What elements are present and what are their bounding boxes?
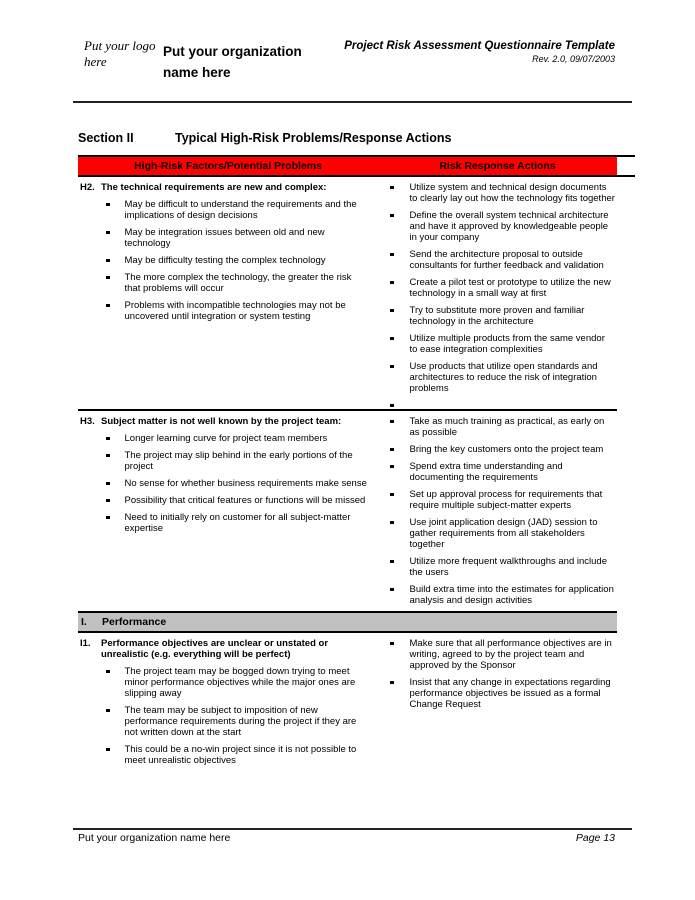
- footer-organization-name: Put your organization name here: [78, 832, 231, 844]
- bullet-item: [390, 416, 615, 438]
- column-header-problems: High-Risk Factors/Potential Problems: [134, 160, 322, 172]
- bullet-item: [390, 556, 615, 578]
- row-title: The technical requirements are new and complex:: [101, 182, 327, 193]
- bullet-text: Utilize multiple products from the same vendor to ease integration complexities: [409, 333, 605, 355]
- action-bullet-list: [390, 638, 615, 710]
- bullet-text: Build extra time into the estimates for application analysis and design activities: [409, 584, 614, 606]
- bullet-item: [390, 210, 615, 243]
- bullet-text: The more complex the technology, the greater the risk that problems will occur: [124, 272, 352, 294]
- problem-bullet-list: [80, 666, 368, 766]
- document-revision: Rev. 2.0, 09/07/2003: [532, 54, 615, 64]
- table-column-header-row: [78, 155, 617, 177]
- row-id: H2.: [80, 182, 95, 193]
- row-heading: [80, 182, 368, 193]
- row-heading: [80, 638, 368, 660]
- bullet-item: [80, 227, 368, 249]
- bullet-text: Create a pilot test or prototype to utilize the new technology in a small way at first: [409, 277, 611, 299]
- bullet-item: [390, 461, 615, 483]
- bullet-text: Utilize system and technical design documents to clearly lay out how the technology fits together: [409, 182, 615, 204]
- problem-cell: [78, 633, 378, 815]
- row-title: Performance objectives are unclear or unstated or unrealistic (e.g. everything will be perfect): [101, 638, 329, 660]
- bullet-square-icon: [390, 681, 394, 685]
- bullet-square-icon: [390, 448, 394, 452]
- bullet-square-icon: [106, 437, 110, 441]
- bullet-item: [390, 182, 615, 204]
- document-header: [300, 40, 615, 65]
- bullet-text: Send the architecture proposal to outside consultants for further feedback and validation: [409, 249, 604, 271]
- category-label: Performance: [102, 616, 167, 628]
- bullet-item: [80, 300, 368, 322]
- table-row: [78, 633, 617, 815]
- bullet-square-icon: [106, 748, 110, 752]
- bullet-square-icon: [106, 276, 110, 280]
- bullet-item: [390, 489, 615, 511]
- bullet-square-icon: [390, 214, 394, 218]
- bullet-item: [390, 361, 615, 394]
- action-bullet-list: [390, 182, 615, 407]
- bullet-text: This could be a no-win project since it is not possible to meet unrealistic objectives: [124, 744, 357, 766]
- problem-cell: [78, 411, 378, 611]
- bullet-text: May be integration issues between old and new technology: [124, 227, 325, 249]
- bullet-square-icon: [390, 337, 394, 341]
- bullet-text: Possibility that critical features or functions will be missed: [124, 495, 366, 506]
- document-title: Project Risk Assessment Questionnaire Template: [344, 40, 615, 52]
- bullet-item: [390, 677, 615, 710]
- table-row: [78, 177, 617, 409]
- bullet-square-icon: [106, 231, 110, 235]
- bullet-square-icon: [106, 709, 110, 713]
- bullet-item: [390, 400, 615, 407]
- bullet-item: [80, 272, 368, 294]
- bullet-item: [80, 199, 368, 221]
- bullet-text: No sense for whether business requirements make sense: [124, 478, 367, 489]
- bullet-square-icon: [390, 493, 394, 497]
- bullet-text: Need to initially rely on customer for all subject-matter expertise: [124, 512, 351, 534]
- bullet-text: Problems with incompatible technologies may not be uncovered until integration or system testing: [124, 300, 346, 322]
- bullet-item: [80, 478, 368, 489]
- bullet-text: Take as much training as practical, as early on as possible: [409, 416, 605, 438]
- bullet-square-icon: [390, 521, 394, 525]
- bullet-item: [80, 705, 368, 738]
- problem-cell: [78, 177, 378, 409]
- bullet-item: [390, 333, 615, 355]
- bullet-text: Utilize more frequent walkthroughs and include the users: [409, 556, 607, 578]
- actions-cell: [378, 411, 617, 611]
- table-row: [78, 409, 617, 611]
- bullet-item: [390, 638, 615, 671]
- bullet-text: Try to substitute more proven and familiar technology in the architecture: [409, 305, 585, 327]
- bullet-text: Longer learning curve for project team members: [124, 433, 328, 444]
- bullet-square-icon: [106, 482, 110, 486]
- bullet-item: [390, 305, 615, 327]
- bullet-item: [80, 512, 368, 534]
- bullet-square-icon: [390, 281, 394, 285]
- row-title: Subject matter is not well known by the project team:: [101, 416, 342, 427]
- bullet-text: The team may be subject to imposition of new performance requirements during the project if they are not written down at the start: [124, 705, 357, 738]
- bullet-square-icon: [390, 404, 394, 408]
- bullet-square-icon: [106, 454, 110, 458]
- bullet-item: [80, 666, 368, 699]
- section-label: Section II: [78, 131, 134, 145]
- bullet-square-icon: [390, 560, 394, 564]
- bullet-square-icon: [106, 304, 110, 308]
- row-heading: [80, 416, 368, 427]
- logo-placeholder: Put your logo here: [84, 38, 156, 69]
- bullet-item: [80, 433, 368, 444]
- bullet-text: The project may slip behind in the early portions of the project: [124, 450, 353, 472]
- bullet-text: Spend extra time understanding and documenting the requirements: [409, 461, 563, 483]
- organization-name: Put your organization name here: [163, 44, 302, 80]
- bullet-square-icon: [390, 365, 394, 369]
- problem-bullet-list: [80, 199, 368, 322]
- bullet-item: [390, 444, 615, 455]
- category-id: I.: [81, 616, 87, 628]
- footer-divider: [73, 828, 632, 830]
- bullet-text: Define the overall system technical architecture and have it approved by knowledgeable people in your company: [409, 210, 609, 243]
- bullet-square-icon: [390, 309, 394, 313]
- bullet-item: [80, 495, 368, 506]
- category-bar-performance: [78, 611, 617, 633]
- bullet-item: [390, 517, 615, 550]
- bullet-square-icon: [390, 420, 394, 424]
- bullet-text: May be difficulty testing the complex technology: [124, 255, 326, 266]
- bullet-square-icon: [390, 588, 394, 592]
- bullet-text: May be difficult to understand the requirements and the implications of design decisions: [124, 199, 357, 221]
- bullet-square-icon: [390, 465, 394, 469]
- bullet-square-icon: [106, 670, 110, 674]
- actions-cell: [378, 177, 617, 409]
- bullet-text: Set up approval process for requirements that require multiple subject-matter experts: [409, 489, 603, 511]
- bullet-square-icon: [106, 499, 110, 503]
- bullet-square-icon: [106, 203, 110, 207]
- actions-cell: [378, 633, 617, 815]
- section-title: Typical High-Risk Problems/Response Actions: [175, 131, 452, 145]
- bullet-square-icon: [390, 186, 394, 190]
- table-header-edge-cell: [617, 155, 635, 177]
- bullet-item: [390, 277, 615, 299]
- bullet-square-icon: [390, 253, 394, 257]
- bullet-item: [390, 584, 615, 606]
- footer-page-number: Page 13: [575, 832, 615, 844]
- column-header-actions: Risk Response Actions: [439, 160, 556, 172]
- bullet-text: The project team may be bogged down trying to meet minor performance objectives while the major ones are slipping away: [124, 666, 356, 699]
- bullet-text: Make sure that all performance objectives are in writing, agreed to by the project team and approved by the Sponsor: [409, 638, 612, 671]
- bullet-square-icon: [106, 516, 110, 520]
- bullet-text: Use joint application design (JAD) session to gather requirements from all stakeholders together: [409, 517, 598, 550]
- header-divider: [73, 101, 632, 103]
- bullet-square-icon: [390, 642, 394, 646]
- action-bullet-list: [390, 416, 615, 606]
- bullet-text: Insist that any change in expectations regarding performance objectives be issued as a formal Change Request: [409, 677, 611, 710]
- bullet-text: Bring the key customers onto the project team: [409, 444, 604, 455]
- bullet-item: [80, 255, 368, 266]
- row-id: H3.: [80, 416, 95, 427]
- bullet-item: [80, 744, 368, 766]
- bullet-square-icon: [106, 259, 110, 263]
- bullet-item: [80, 450, 368, 472]
- bullet-item: [390, 249, 615, 271]
- problem-bullet-list: [80, 433, 368, 534]
- bullet-text: Use products that utilize open standards and architectures to reduce the risk of integration problems: [409, 361, 598, 394]
- row-id: I1.: [80, 638, 91, 649]
